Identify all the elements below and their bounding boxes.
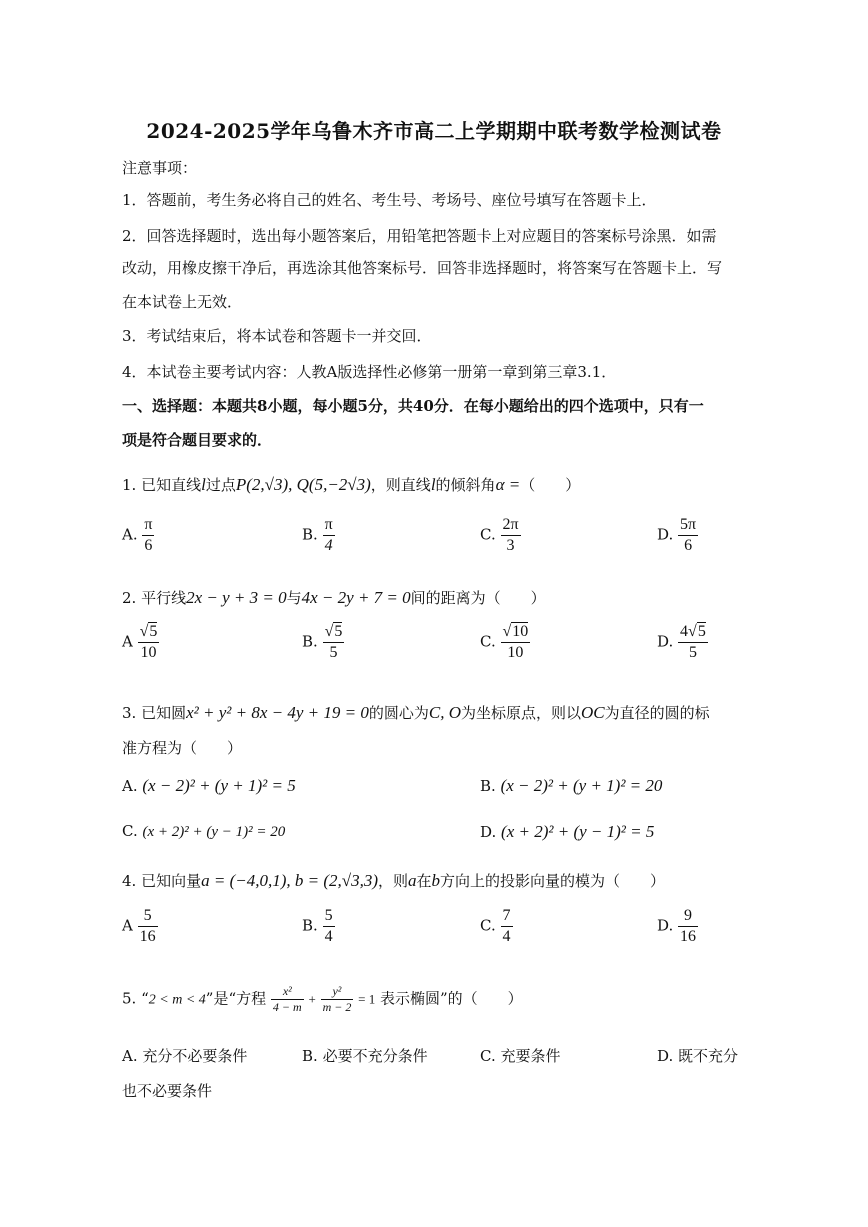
question-1-option-d: D. $\frac{5\pi}{6}$ (657, 516, 697, 554)
question-4-stem: 4. 已知向量a = (−4,0,1), b = (2,√3,3)，则a在b方向上的投影向量的模为（ ） (122, 871, 666, 890)
question-2-option-b: B. $\frac{√5}{5}$ (302, 623, 343, 661)
question-1-option-c: C. $\frac{2\pi}{3}$ (480, 516, 519, 554)
question-1-stem: 1. 已知直线l过点P(2,√3), Q(5,−2√3)，则直线l的倾斜角α =（ ） (122, 475, 581, 494)
question-1-points: P(2,√3), Q(5,−2√3) (235, 475, 371, 494)
question-4-vectors: a = (−4,0,1), b = (2,√3,3) (201, 871, 378, 890)
question-3-option-c: C. (x + 2)² + (y − 1)² = 20 (122, 822, 286, 840)
question-4-option-b: B. $\frac{5}{4}$ (302, 907, 333, 945)
question-3-option-b: B. (x − 2)² + (y + 1)² = 20 (480, 776, 663, 795)
question-2-option-c: C. $\frac{√10}{10}$ (480, 623, 529, 661)
notice-item-4: 4．本试卷主要考试内容：人教A版选择性必修第一册第一章到第三章3.1． (122, 363, 617, 381)
question-4-option-a: A $\frac{5}{16}$ (122, 907, 156, 945)
question-4-option-c: C. $\frac{7}{4}$ (480, 907, 511, 945)
notice-item-1: 1．答题前，考生务必将自己的姓名、考生号、考场号、座位号填写在答题卡上． (122, 191, 657, 209)
notice-item-2-cont: 改动，用橡皮擦干净后，再选涂其他答案标号．回答非选择题时，将答案写在答题卡上．写 (122, 259, 723, 277)
question-2-stem: 2. 平行线2x − y + 3 = 0与4x − 2y + 7 = 0间的距离为（ ） (122, 588, 546, 607)
section-heading: 一、选择题：本题共8小题，每小题5分，共40分．在每小题给出的四个选项中，只有一 (122, 397, 704, 415)
notice-item-3: 3．考试结束后，将本试卷和答题卡一并交回． (122, 327, 432, 345)
question-1-option-a: A. $\frac{\pi}{6}$ (122, 516, 153, 554)
question-4-option-d: D. $\frac{9}{16}$ (657, 907, 697, 945)
question-3-option-a: A. (x − 2)² + (y + 1)² = 5 (122, 776, 296, 795)
question-2-option-a: A $\frac{√5}{10}$ (122, 623, 158, 661)
question-3-stem: 3. 已知圆x² + y² + 8x − 4y + 19 = 0的圆心为C, O为坐标原点，则以OC为直径的圆的标 (122, 703, 710, 722)
notice-item-2-end: 在本试卷上无效． (122, 293, 243, 311)
question-3-stem-cont: 准方程为（ ） (122, 739, 243, 757)
question-3-option-d: D. (x + 2)² + (y − 1)² = 5 (480, 822, 655, 841)
notice-heading: 注意事项： (122, 159, 198, 177)
question-1-option-b: B. $\frac{\pi}{4}$ (302, 516, 333, 554)
section-heading-cont: 项是符合题目要求的． (122, 431, 273, 449)
notice-item-2: 2．回答选择题时，选出每小题答案后，用铅笔把答题卡上对应题目的答案标号涂黑．如需 (122, 227, 717, 245)
exam-title: 2024-2025学年乌鲁木齐市高二上学期期中联考数学检测试卷 (146, 119, 722, 143)
question-5-stem: 5. “2 < m < 4”是“方程 $\frac{\text{x²}}{4 - m}$ + $\frac{\text{y²}}{m - 2}$ = 1 表示椭圆”的（ ） (122, 984, 523, 1014)
question-5-option-d-cont: 也不必要条件 (122, 1082, 213, 1100)
question-5-option-a: A. 充分不必要条件 (122, 1047, 248, 1065)
question-2-option-d: D. $\frac{4√5}{5}$ (657, 623, 706, 661)
question-5-option-b: B. 必要不充分条件 (302, 1047, 428, 1065)
question-5-option-c: C. 充要条件 (480, 1047, 561, 1065)
question-5-option-d: D. 既不充分 (657, 1047, 739, 1065)
